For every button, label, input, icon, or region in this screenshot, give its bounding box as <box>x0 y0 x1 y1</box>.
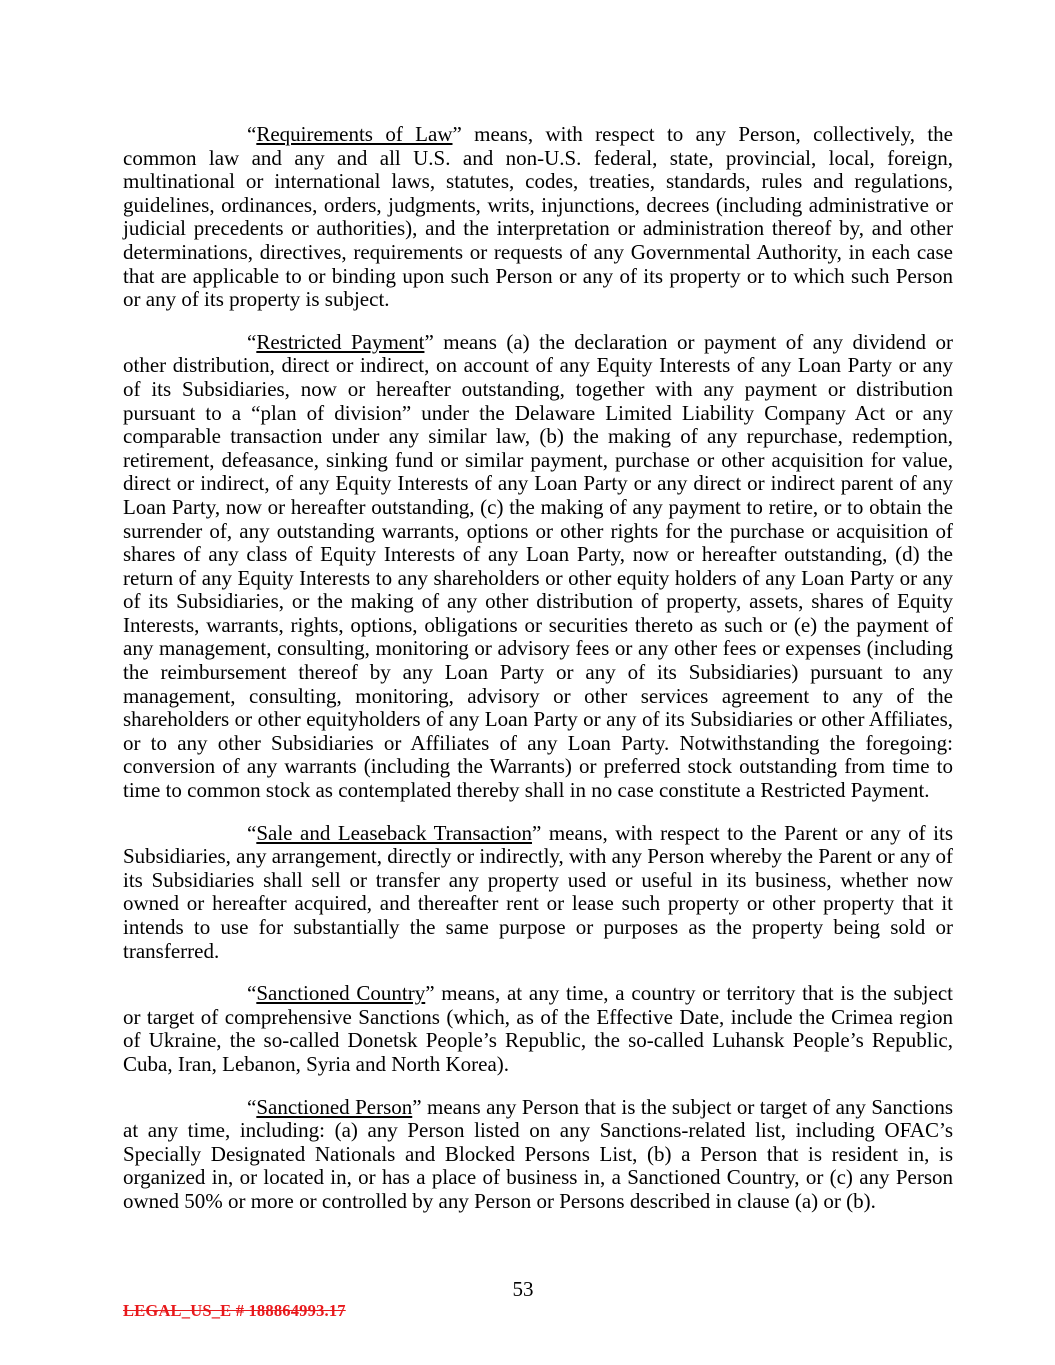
page-number: 53 <box>512 1277 534 1301</box>
defined-term: Sanctioned Country <box>256 981 426 1006</box>
footer-legal-id: LEGAL_US_E # 188864993.17 <box>123 1301 346 1320</box>
open-quote: “ <box>247 820 257 845</box>
definition-paragraph-sale-and-leaseback-transaction <box>123 822 953 964</box>
definition-paragraph-sanctioned-person <box>123 1096 953 1214</box>
defined-term: Sale and Leaseback Transaction <box>256 820 532 845</box>
definition-paragraph-requirements-of-law <box>123 123 953 312</box>
open-quote: “ <box>247 981 257 1006</box>
defined-term: Restricted Payment <box>256 329 425 354</box>
definition-text: ” means any Person that is the subject or target of any Sanctions at any time, including: (a) any Person listed on any Sanctions-related list, including OFAC’s Specially Designated Nationals and Blocked Persons List, (b) a Person that is resident in, is organized in, or located in, or has a place of business in, a Sanctioned Country, or (c) any Person owned 50% or more or controlled by any Person or Persons described in clause (a) or (b). <box>123 1094 953 1213</box>
definition-text: ” means, at any time, a country or territory that is the subject or target of comprehensive Sanctions (which, as of the Effective Date, include the Crimea region of Ukraine, the so-called Donetsk People’s Republic, the so-called Luhansk People’s Republic, Cuba, Iran, Lebanon, Syria and North Korea). <box>123 981 953 1076</box>
definition-paragraph-restricted-payment <box>123 331 953 803</box>
document-body <box>123 123 953 1233</box>
definition-text: ” means (a) the declaration or payment of any dividend or other distribution, direct or indirect, on account of any Equity Interests of any Loan Party or any of its Subsidiaries, now or hereafter outstanding, together with any payment or distribution pursuant to a “plan of division” under the Delaware Limited Liability Company Act or any comparable transaction under any similar law, (b) the making of any repurchase, redemption, retirement, defeasance, sinking fund or similar payment, purchase or other acquisition for value, direct or indirect, of any Equity Interests of any Loan Party or any direct or indirect parent of any Loan Party, now or hereafter outstanding, (c) the making of any payment to retire, or to obtain the surrender of, any outstanding warrants, options or other rights for the purchase or acquisition of shares of any class of Equity Interests of any Loan Party, now or hereafter outstanding, (d) the return of any Equity Interests to any shareholders or other equity holders of any Loan Party or any of its Subsidiaries, or the making of any other distribution of property, assets, shares of Equity Interests, warrants, rights, options, obligations or securities thereto as such or (e) the payment of any management, consulting, monitoring or advisory fees or any other fees or expenses (including the reimbursement thereof by any Loan Party or any of its Subsidiaries) pursuant to any management, consulting, monitoring, advisory or other services agreement to any of the shareholders or other equityholders of any Loan Party or any of its Subsidiaries or other Affiliates, or to any other Subsidiaries or Affiliates of any Loan Party. Notwithstanding the foregoing: conversion of any warrants (including the Warrants) or preferred stock outstanding from time to time to common stock as contemplated thereby shall in no case constitute a Restricted Payment. <box>123 329 953 803</box>
defined-term: Sanctioned Person <box>256 1094 413 1119</box>
definition-paragraph-sanctioned-country <box>123 982 953 1076</box>
definition-text: ” means, with respect to any Person, collectively, the common law and any and all U.S. and non-U.S. federal, state, provincial, local, foreign, multinational or international laws, statutes, codes, treaties, standards, rules and regulations, guidelines, ordinances, orders, judgments, writs, injunctions, decrees (including administrative or judicial precedents or authorities), and the interpretation or administration thereof by, and other determinations, directives, requirements or requests of any Governmental Authority, in each case that are applicable to or binding upon such Person or any of its property or to which such Person or any of its property is subject. <box>123 122 953 312</box>
open-quote: “ <box>247 122 257 146</box>
open-quote: “ <box>247 1094 257 1119</box>
defined-term: Requirements of Law <box>256 122 453 146</box>
open-quote: “ <box>247 329 257 354</box>
definition-text: ” means, with respect to the Parent or any of its Subsidiaries, any arrangement, directly or indirectly, with any Person whereby the Parent or any of its Subsidiaries shall sell or transfer any property used or useful in its business, whether now owned or hereafter acquired, and thereafter rent or lease such property or other property that it intends to use for substantially the same purpose or purposes as the property being sold or transferred. <box>123 820 953 963</box>
